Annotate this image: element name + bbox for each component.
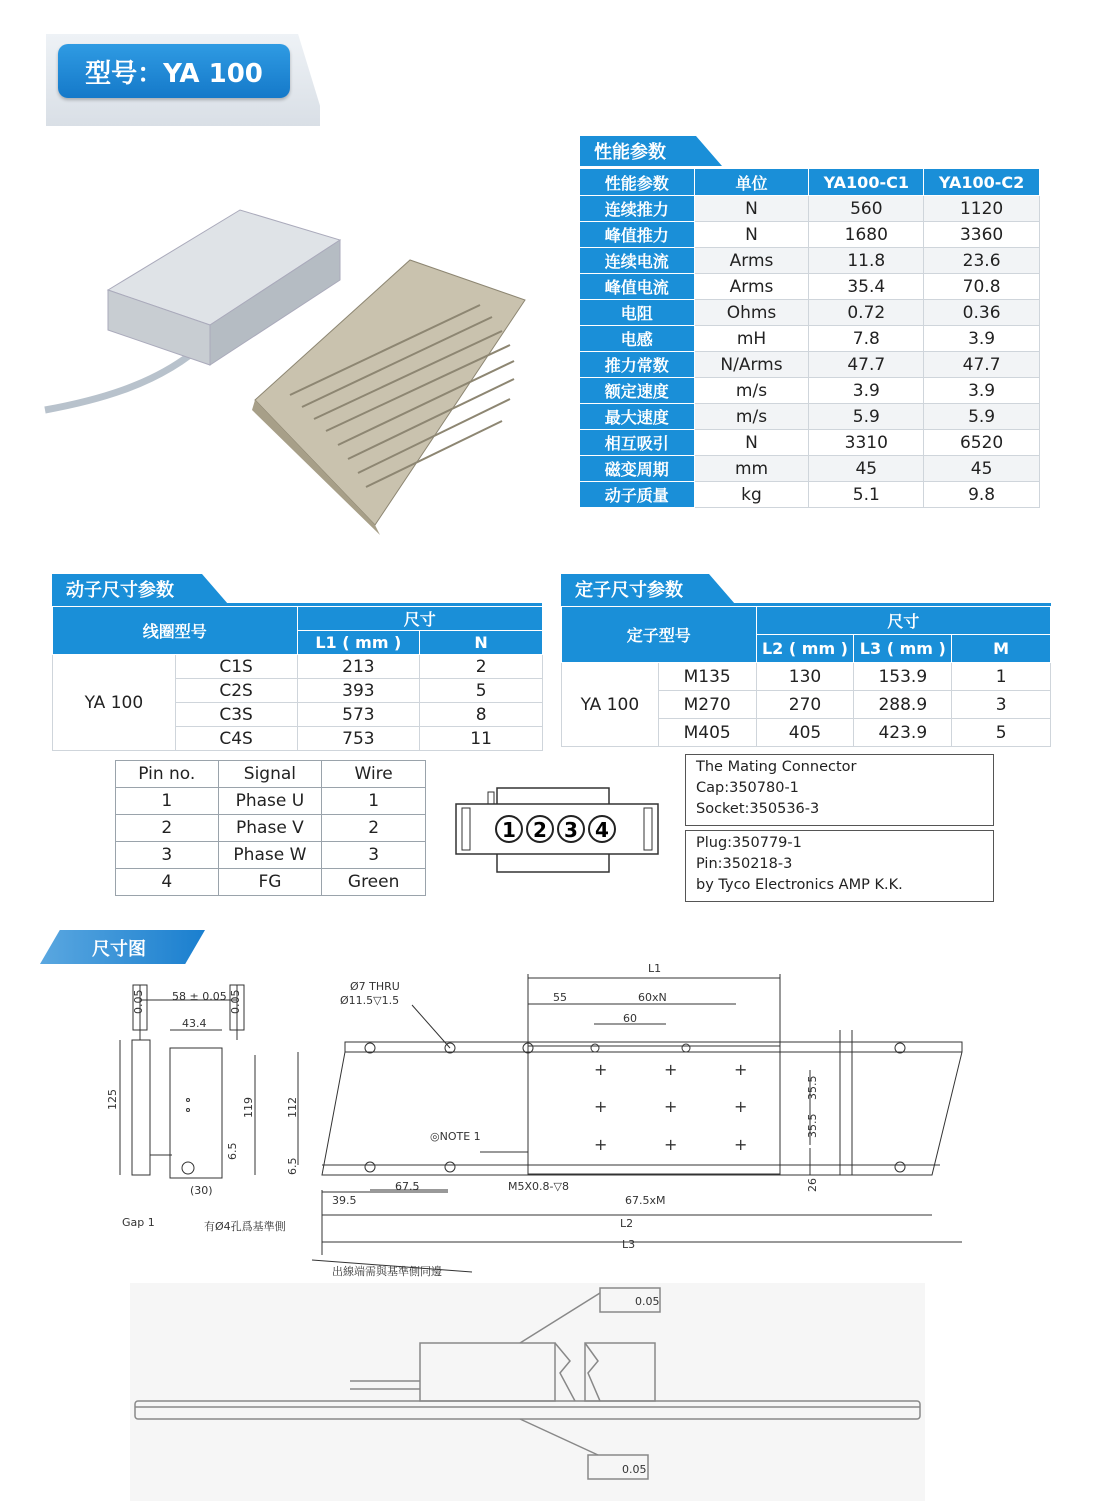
table-row: [580, 456, 1040, 482]
table-cell: 7.8: [809, 326, 924, 352]
table-cell: 3: [116, 842, 219, 869]
table-row: [580, 378, 1040, 404]
table-cell: 0.72: [809, 300, 924, 326]
mover-col-n: N: [420, 631, 543, 655]
model-badge: 型号：YA 100: [58, 44, 290, 98]
table-cell: N: [694, 196, 809, 222]
row-header: 最大速度: [580, 404, 695, 430]
label-55: 55: [553, 991, 567, 1004]
row-header: 峰值推力: [580, 222, 695, 248]
connector-line: Plug:350779-1: [696, 835, 802, 851]
svg-text:+: +: [594, 1097, 608, 1116]
label-cable-note: 出線端需與基準側同邊: [332, 1265, 442, 1278]
label-cbore: Ø11.5▽1.5: [340, 994, 400, 1007]
table-cell: 47.7: [924, 352, 1040, 378]
svg-text:+: +: [664, 1060, 678, 1079]
label-26: 26: [806, 1178, 819, 1192]
stator-col-size: 尺寸: [756, 607, 1050, 635]
table-cell: 753: [297, 727, 420, 751]
table-row: [580, 404, 1040, 430]
row-header: 峰值电流: [580, 274, 695, 300]
table-cell: 11: [420, 727, 543, 751]
table-cell: N: [694, 430, 809, 456]
label-L2: L2: [620, 1217, 634, 1230]
table-cell: 6520: [924, 430, 1040, 456]
table-cell: C2S: [175, 679, 297, 703]
table-cell: 9.8: [924, 482, 1040, 508]
label-60xN: 60xN: [638, 991, 667, 1004]
svg-text:+: +: [734, 1060, 748, 1079]
label-60: 60: [623, 1012, 637, 1025]
table-cell: Arms: [694, 274, 809, 300]
connector-line: Pin:350218-3: [696, 856, 793, 872]
table-cell: 1: [322, 788, 426, 815]
label-67-5: 67.5: [395, 1180, 420, 1193]
dimension-drawing: [100, 960, 970, 1285]
table-cell: mH: [694, 326, 809, 352]
drawing-tab: 尺寸图: [92, 939, 146, 960]
table-cell: 3360: [924, 222, 1040, 248]
side-view-drawing: [130, 1283, 925, 1501]
svg-text:+: +: [664, 1097, 678, 1116]
label-6-5b: 6.5: [286, 1157, 299, 1175]
table-cell: 560: [809, 196, 924, 222]
label-35-5a: 35.5: [806, 1075, 819, 1100]
table-cell: 1: [116, 788, 219, 815]
stator-col-model: 定子型号: [562, 607, 757, 663]
performance-table: [579, 168, 1040, 508]
table-cell: 3.9: [924, 378, 1040, 404]
label-flatness-2: 0.05: [229, 989, 242, 1014]
table-cell: 288.9: [854, 691, 952, 719]
table-cell: 3.9: [924, 326, 1040, 352]
perf-header-unit: 单位: [694, 169, 809, 196]
table-cell: C4S: [175, 727, 297, 751]
connector-line: Cap:350780-1: [696, 780, 799, 796]
table-cell: 5.1: [809, 482, 924, 508]
pin-header-no: Pin no.: [116, 761, 219, 788]
table-cell: 3.9: [809, 378, 924, 404]
perf-header-c1: YA100-C1: [809, 169, 924, 196]
label-L3: L3: [622, 1238, 636, 1251]
mating-connector-box: [685, 754, 994, 826]
table-cell: 0.36: [924, 300, 1040, 326]
label-note1: ◎NOTE 1: [430, 1130, 481, 1143]
perf-tab: 性能参数: [580, 136, 696, 166]
table-cell: 5: [952, 719, 1051, 747]
table-cell: 1680: [809, 222, 924, 248]
table-cell: 3310: [809, 430, 924, 456]
row-header: 额定速度: [580, 378, 695, 404]
table-cell: C1S: [175, 655, 297, 679]
table-row: [580, 274, 1040, 300]
mover-model: YA 100: [53, 655, 176, 751]
connector-pin-label: 3: [564, 818, 578, 842]
label-L1: L1: [648, 962, 662, 975]
mover-col-size: 尺寸: [297, 607, 543, 631]
table-cell: 70.8: [924, 274, 1040, 300]
table-cell: 45: [809, 456, 924, 482]
stator-model: YA 100: [562, 663, 659, 747]
label-gap: Gap 1: [122, 1216, 155, 1229]
label-flatness-1: 0.05: [132, 989, 145, 1014]
table-cell: Phase V: [218, 815, 322, 842]
label-125: 125: [106, 1089, 119, 1110]
mover-col-model: 线圈型号: [53, 607, 298, 655]
connector-pin-label: 2: [533, 818, 547, 842]
table-cell: 270: [756, 691, 854, 719]
table-cell: m/s: [694, 404, 809, 430]
stator-dimension-table: [561, 606, 1051, 747]
stator-col-m: M: [952, 635, 1051, 663]
table-cell: mm: [694, 456, 809, 482]
pin-header-signal: Signal: [218, 761, 322, 788]
label-119: 119: [242, 1097, 255, 1118]
table-cell: 153.9: [854, 663, 952, 691]
label-67-5xM: 67.5xM: [625, 1194, 666, 1207]
product-photo: [40, 195, 540, 535]
table-cell: 213: [297, 655, 420, 679]
table-cell: Phase W: [218, 842, 322, 869]
table-row: [580, 222, 1040, 248]
table-cell: 573: [297, 703, 420, 727]
label-m5: M5X0.8-▽8: [508, 1180, 569, 1193]
label-35-5b: 35.5: [806, 1113, 819, 1138]
table-cell: 393: [297, 679, 420, 703]
table-cell: Green: [322, 869, 426, 896]
table-cell: C3S: [175, 703, 297, 727]
row-header: 相互吸引: [580, 430, 695, 456]
svg-text:+: +: [664, 1135, 678, 1154]
label-30: (30): [190, 1184, 213, 1197]
table-row: [116, 842, 426, 869]
label-thru: Ø7 THRU: [350, 980, 400, 993]
pin-table: [115, 760, 426, 896]
table-cell: m/s: [694, 378, 809, 404]
table-row: [580, 352, 1040, 378]
table-cell: Arms: [694, 248, 809, 274]
stator-tab: 定子尺寸参数: [561, 574, 709, 604]
perf-header-c2: YA100-C2: [924, 169, 1040, 196]
table-cell: 423.9: [854, 719, 952, 747]
table-row: [580, 248, 1040, 274]
label-side-flat-1: 0.05: [635, 1295, 660, 1308]
table-cell: 1120: [924, 196, 1040, 222]
table-cell: 35.4: [809, 274, 924, 300]
pin-header-wire: Wire: [322, 761, 426, 788]
label-hole-note: 有Ø4孔爲基準側: [204, 1220, 286, 1233]
perf-header-param: 性能参数: [580, 169, 695, 196]
connector-diagram: [452, 782, 662, 878]
table-cell: 45: [924, 456, 1040, 482]
row-header: 电阻: [580, 300, 695, 326]
table-cell: 2: [116, 815, 219, 842]
row-header: 连续电流: [580, 248, 695, 274]
connector-pin-label: 4: [595, 818, 609, 842]
table-cell: N: [694, 222, 809, 248]
svg-text:+: +: [734, 1135, 748, 1154]
connector-line: by Tyco Electronics AMP K.K.: [696, 877, 903, 893]
label-side-flat-2: 0.05: [622, 1463, 647, 1476]
row-header: 连续推力: [580, 196, 695, 222]
row-header: 动子质量: [580, 482, 695, 508]
mover-col-l1: L1 ( mm ): [297, 631, 420, 655]
svg-text:+: +: [594, 1135, 608, 1154]
label-58: 58 ± 0.05: [172, 990, 227, 1003]
table-cell: M135: [658, 663, 756, 691]
connector-line: Socket:350536-3: [696, 801, 820, 817]
table-cell: 1: [952, 663, 1051, 691]
table-cell: 405: [756, 719, 854, 747]
table-row: [116, 815, 426, 842]
table-cell: FG: [218, 869, 322, 896]
table-cell: 130: [756, 663, 854, 691]
stator-col-l3: L3 ( mm ): [854, 635, 952, 663]
label-43-4: 43.4: [182, 1017, 207, 1030]
table-row: [580, 430, 1040, 456]
table-cell: 2: [322, 815, 426, 842]
table-row: [580, 326, 1040, 352]
table-cell: 5.9: [809, 404, 924, 430]
perf-header-row: [580, 169, 1040, 196]
table-cell: N/Arms: [694, 352, 809, 378]
table-row: [116, 788, 426, 815]
label-112: 112: [286, 1097, 299, 1118]
table-cell: 8: [420, 703, 543, 727]
table-cell: 5: [420, 679, 543, 703]
table-row: [116, 869, 426, 896]
row-header: 磁变周期: [580, 456, 695, 482]
table-cell: 47.7: [809, 352, 924, 378]
plug-box: [685, 830, 994, 902]
table-cell: 4: [116, 869, 219, 896]
mover-dimension-table: [52, 606, 543, 751]
label-6-5a: 6.5: [226, 1142, 239, 1160]
table-cell: 3: [322, 842, 426, 869]
table-row: [580, 196, 1040, 222]
stator-col-l2: L2 ( mm ): [756, 635, 854, 663]
row-header: 电感: [580, 326, 695, 352]
table-cell: M270: [658, 691, 756, 719]
connector-line: The Mating Connector: [696, 759, 857, 775]
table-cell: M405: [658, 719, 756, 747]
table-cell: 5.9: [924, 404, 1040, 430]
connector-pin-label: 1: [502, 818, 516, 842]
table-row: [580, 482, 1040, 508]
row-header: 推力常数: [580, 352, 695, 378]
svg-text:+: +: [734, 1097, 748, 1116]
label-39-5: 39.5: [332, 1194, 357, 1207]
table-row: [580, 300, 1040, 326]
table-cell: 23.6: [924, 248, 1040, 274]
table-cell: kg: [694, 482, 809, 508]
table-cell: 2: [420, 655, 543, 679]
table-cell: 3: [952, 691, 1051, 719]
table-cell: Ohms: [694, 300, 809, 326]
mover-tab: 动子尺寸参数: [52, 574, 202, 604]
table-cell: 11.8: [809, 248, 924, 274]
svg-text:+: +: [594, 1060, 608, 1079]
table-cell: Phase U: [218, 788, 322, 815]
